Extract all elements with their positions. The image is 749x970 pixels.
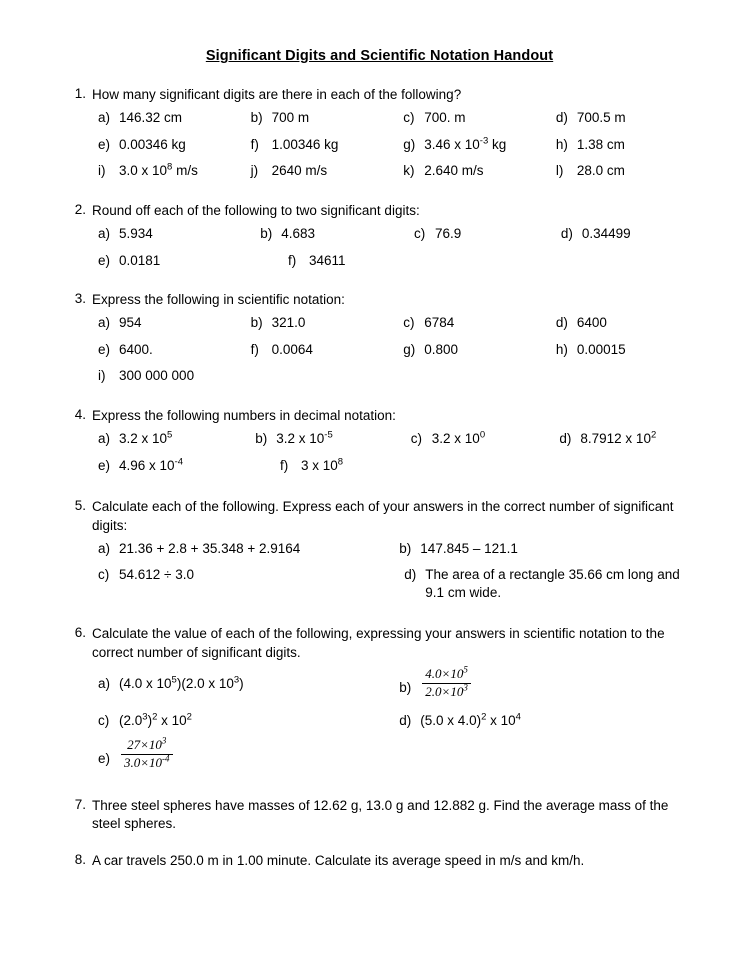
item-label: b) [399, 679, 412, 695]
list-item [414, 225, 561, 243]
list-item [98, 367, 270, 385]
item-label: f) [250, 136, 259, 152]
item-label: c) [98, 567, 110, 583]
question-5 [70, 498, 689, 601]
question-5-prompt: Calculate each of the following. Express each of your answers in the correct number of significant digits: [92, 499, 674, 533]
item-value: (5.0 x 4.0)$^2$ x $10^4$ [420, 711, 521, 728]
item-value: 3 x $10^8$ [301, 456, 344, 473]
item-label: c) [414, 226, 426, 242]
item-row [98, 457, 689, 475]
list-item [403, 341, 556, 359]
item-value: 21.36 + 2.8 + 35.348 + 2.9164 [119, 540, 301, 556]
list-item [556, 341, 689, 359]
item-value: 3.2 x $10^5$ [119, 429, 173, 447]
question-2-prompt: Round off each of the following to two significant digits: [92, 202, 420, 218]
item-row [98, 162, 689, 180]
item-label: f) [280, 457, 289, 473]
item-label: c) [410, 431, 423, 447]
item-label: e) [98, 750, 111, 766]
list-item [98, 457, 280, 475]
item-label: k) [403, 163, 415, 179]
item-value: 3.2 x $10^0$ [431, 429, 486, 447]
list-item [98, 225, 260, 243]
list-item [251, 136, 404, 154]
question-6-prompt: Calculate the value of each of the following, expressing your answers in scientific notation to the correct number of significant digits. [92, 626, 665, 660]
item-label: h) [555, 136, 568, 152]
list-item [399, 540, 689, 558]
item-label: a) [98, 315, 111, 331]
item-value: 0.0064 [271, 341, 313, 357]
question-1-header [70, 86, 689, 104]
item-value: The area of a rectangle 35.66 cm long and 9.1 cm wide. [425, 567, 680, 600]
question-2-header [70, 202, 689, 220]
question-8-prompt: A car travels 250.0 m in 1.00 minute. Calculate its average speed in m/s and km/h. [92, 852, 585, 868]
question-5-number: 5. [74, 498, 86, 514]
question-7 [70, 797, 689, 833]
item-row [98, 540, 689, 558]
item-label: e) [98, 341, 111, 357]
list-item [98, 430, 255, 448]
item-value: 6400. [119, 341, 153, 357]
question-1-prompt: How many significant digits are there in each of the following? [92, 87, 462, 102]
item-value: 147.845 – 121.1 [420, 540, 518, 556]
item-label: c) [403, 315, 415, 331]
item-label: e) [98, 136, 111, 152]
question-3-number: 3. [74, 291, 86, 307]
item-value: 700.5 m [576, 110, 626, 126]
list-item [98, 109, 251, 127]
item-row [98, 735, 689, 771]
item-row [98, 109, 689, 127]
item-value: 3.2 x $10^{-5}$ [276, 429, 333, 447]
question-5-header [70, 498, 689, 534]
item-row [98, 136, 689, 154]
list-item [98, 566, 404, 584]
list-item [556, 136, 689, 154]
question-7-prompt: Three steel spheres have masses of 12.62 g, 13.0 g and 12.882 g. Find the average mass of the steel spheres. [92, 798, 669, 832]
item-label: j) [250, 163, 259, 179]
question-2-items [98, 225, 689, 269]
item-value: 2.640 m/s [424, 163, 484, 179]
item-label: f) [250, 341, 259, 357]
item-value: 54.612 ÷ 3.0 [119, 567, 194, 583]
item-value: 4.96 x $10^{-4}$ [119, 456, 183, 473]
list-item [98, 712, 399, 730]
question-6 [70, 625, 689, 771]
question-3 [70, 291, 689, 385]
fraction-expression [121, 735, 173, 771]
list-item [411, 430, 560, 448]
item-value: 0.34499 [581, 226, 631, 242]
list-item [403, 314, 556, 332]
item-value: 700. m [424, 110, 466, 126]
list-item [255, 430, 411, 448]
item-value: 300 000 000 [119, 368, 195, 384]
item-value: 700 m [271, 110, 310, 126]
fraction-numerator: $27\times 10^3$ [121, 738, 173, 755]
item-value: 3.0 x $10^8$ m/s [119, 161, 198, 179]
list-item [98, 252, 288, 270]
item-label: d) [555, 110, 568, 126]
list-item [98, 675, 399, 693]
item-label: b) [260, 226, 273, 242]
item-value: 2640 m/s [271, 163, 328, 179]
item-label: a) [98, 110, 111, 126]
item-label: i) [98, 163, 106, 179]
item-value: 1.38 cm [576, 136, 625, 152]
list-item [556, 314, 689, 332]
list-item [403, 136, 556, 154]
item-label: d) [399, 712, 412, 728]
list-item [251, 341, 404, 359]
item-value: 76.9 [435, 226, 462, 242]
item-label: d) [560, 226, 573, 242]
question-3-header [70, 291, 689, 309]
question-7-number: 7. [74, 797, 86, 813]
question-4-items [98, 430, 689, 474]
list-item-fraction [98, 735, 175, 771]
item-label: a) [98, 226, 111, 242]
item-label: b) [250, 110, 263, 126]
question-1-items [98, 109, 689, 180]
item-value: (4.0 x $10^5)(2.0$ x $10^3$) [119, 674, 244, 691]
item-row [98, 252, 689, 270]
item-value: 0.0181 [119, 252, 161, 268]
question-6-number: 6. [74, 625, 86, 641]
list-item [260, 225, 414, 243]
item-label: e) [98, 457, 111, 473]
list-item [98, 162, 251, 180]
list-item [399, 712, 689, 730]
item-label: b) [399, 540, 412, 556]
question-8-header [70, 852, 689, 870]
item-row [98, 367, 689, 385]
item-row [98, 341, 689, 359]
page-title: Significant Digits and Scientific Notation Handout [205, 48, 554, 64]
list-item [403, 109, 556, 127]
list-item [98, 136, 251, 154]
question-7-header [70, 797, 689, 833]
list-item [556, 109, 689, 127]
item-value: 0.00015 [576, 341, 626, 357]
item-label: g) [403, 341, 416, 357]
question-4-prompt: Express the following numbers in decimal notation: [92, 408, 396, 424]
item-label: a) [98, 675, 111, 691]
fraction-numerator: $4.0\times 10^5$ [422, 667, 471, 684]
item-value: 6784 [424, 315, 455, 331]
fraction-denominator: $3.0\times 10^{-4}$ [124, 753, 170, 771]
fraction-denominator: $2.0\times 10^3$ [425, 682, 468, 699]
list-item [98, 341, 251, 359]
item-label: c) [403, 110, 415, 126]
item-value: 0.800 [424, 341, 459, 357]
item-value: $(2.0^3)^2$ x $10^2$ [119, 711, 192, 728]
item-value: 321.0 [271, 315, 306, 331]
list-item [98, 314, 251, 332]
question-4-header [70, 407, 689, 425]
item-value: 1.00346 kg [271, 136, 339, 152]
item-label: d) [555, 315, 568, 331]
list-item [288, 252, 468, 270]
item-label: b) [250, 315, 263, 331]
item-label: f) [288, 252, 297, 268]
item-value: 34611 [309, 252, 346, 268]
list-item [559, 430, 689, 448]
item-row [98, 712, 689, 730]
list-item [280, 457, 460, 475]
item-value: 0.00346 kg [119, 136, 186, 152]
question-1-number: 1. [74, 86, 86, 101]
item-row [98, 430, 689, 448]
item-value: 146.32 cm [119, 110, 183, 126]
list-item [403, 162, 556, 180]
item-label: d) [559, 431, 572, 447]
item-label: d) [404, 567, 417, 583]
item-label: g) [403, 136, 416, 152]
item-label: a) [98, 431, 111, 447]
question-6-header [70, 625, 689, 661]
item-row [98, 664, 689, 700]
question-3-items [98, 314, 689, 385]
item-value: 5.934 [119, 226, 153, 242]
item-label: l) [555, 163, 564, 179]
item-label: h) [555, 341, 568, 357]
item-value: 28.0 cm [576, 163, 625, 179]
item-row [98, 314, 689, 332]
item-label: i) [98, 368, 106, 384]
question-5-items [98, 540, 689, 602]
list-item [561, 225, 689, 243]
list-item [556, 162, 689, 180]
list-item [251, 162, 404, 180]
list-item [251, 314, 404, 332]
item-value: 4.683 [281, 226, 316, 242]
question-8 [70, 852, 689, 870]
list-item [251, 109, 404, 127]
item-value: 8.7912 x $10^2$ [580, 429, 657, 447]
item-label: a) [98, 540, 111, 556]
question-2 [70, 202, 689, 269]
item-row [98, 566, 689, 601]
item-value: 6400 [576, 315, 607, 331]
item-value: 3.46 x $10^{-3}$ kg [424, 135, 507, 152]
fraction-expression [422, 664, 471, 700]
item-label: e) [98, 252, 111, 268]
list-item [404, 566, 689, 601]
question-4-number: 4. [74, 407, 86, 423]
question-6-items [98, 664, 689, 771]
item-value: 954 [119, 315, 142, 331]
question-2-number: 2. [74, 201, 86, 217]
list-item-fraction [399, 664, 689, 700]
item-label: c) [98, 712, 110, 728]
item-row [98, 225, 689, 243]
question-4 [70, 407, 689, 474]
list-item [98, 540, 399, 558]
item-label: b) [255, 431, 268, 447]
question-8-number: 8. [74, 851, 86, 867]
question-3-prompt: Express the following in scientific notation: [92, 292, 345, 308]
question-1 [70, 86, 689, 180]
